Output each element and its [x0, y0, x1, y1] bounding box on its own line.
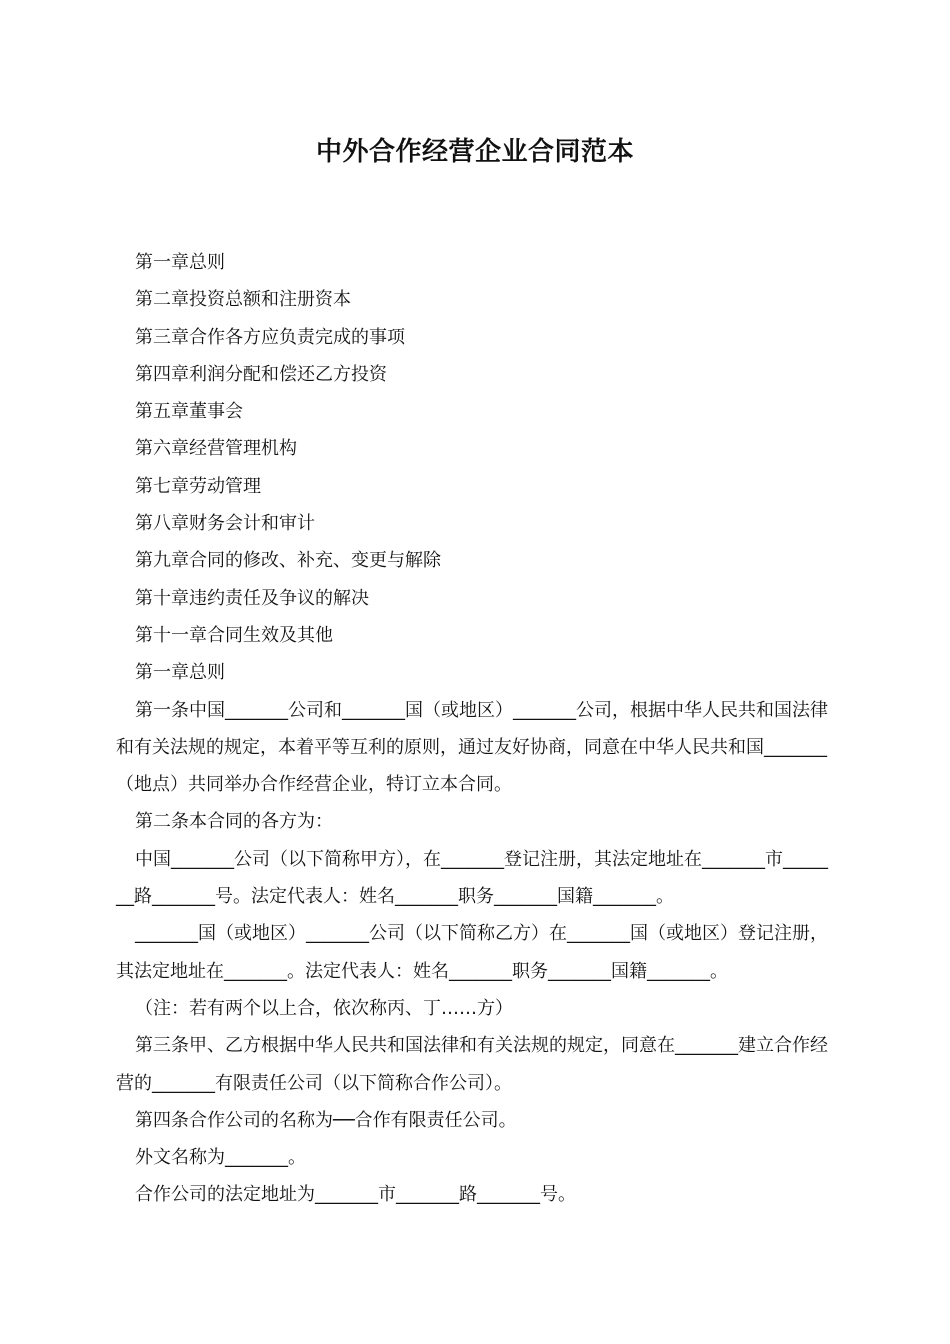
- toc-item: 第四章利润分配和偿还乙方投资: [135, 363, 387, 385]
- chapter-heading: 第一章总则: [135, 662, 225, 684]
- article-paragraph: 中国_______公司（以下简称甲方），在_______登记注册，其法定地址在_______市_______路_______号。法定代表人：姓名_______职务_______国籍_______。: [116, 848, 828, 908]
- toc-item: 第五章董事会: [135, 401, 243, 423]
- toc-item: 第六章经营管理机构: [135, 438, 297, 460]
- toc-item: 第八章财务会计和审计: [135, 513, 315, 535]
- article-paragraph: 第三条甲、乙方根据中华人民共和国法律和有关法规的规定，同意在_______建立合作经营的_______有限责任公司（以下简称合作公司）。: [116, 1035, 828, 1094]
- document-title: 中外合作经营企业合同范本: [315, 137, 634, 167]
- article-paragraph: 第二条本合同的各方为：: [135, 811, 333, 833]
- toc-item: 第九章合同的修改、补充、变更与解除: [135, 550, 441, 572]
- toc-item: 第十一章合同生效及其他: [135, 624, 333, 646]
- article-paragraph: 第一条中国_______公司和_______国（或地区）_______公司，根据中华人民共和国法律和有关法规的规定，本着平等互利的原则，通过友好协商，同意在中华人民共和国_______（地点）共同举办合作经营企业，特订立本合同。: [116, 699, 828, 796]
- document-body: [116, 244, 836, 1214]
- toc-item: 第三章合作各方应负责完成的事项: [135, 326, 405, 348]
- article-paragraph: 外文名称为_______。: [135, 1147, 306, 1169]
- toc-item: 第一章总则: [135, 252, 225, 273]
- article-paragraph: _______国（或地区）_______公司（以下简称乙方）在_______国（或地区）登记注册，其法定地址在_______。法定代表人：姓名_______职务_______国籍_______。: [116, 923, 828, 982]
- toc-item: 第二章投资总额和注册资本: [135, 289, 351, 311]
- article-paragraph: 合作公司的法定地址为_______市_______路_______号。: [135, 1184, 576, 1206]
- toc-item: 第七章劳动管理: [135, 475, 261, 497]
- toc-item: 第十章违约责任及争议的解决: [135, 587, 369, 609]
- article-paragraph: 第四条合作公司的名称为──合作有限责任公司。: [135, 1109, 517, 1131]
- note-paragraph: （注：若有两个以上合，依次称丙、丁……方）: [135, 997, 513, 1019]
